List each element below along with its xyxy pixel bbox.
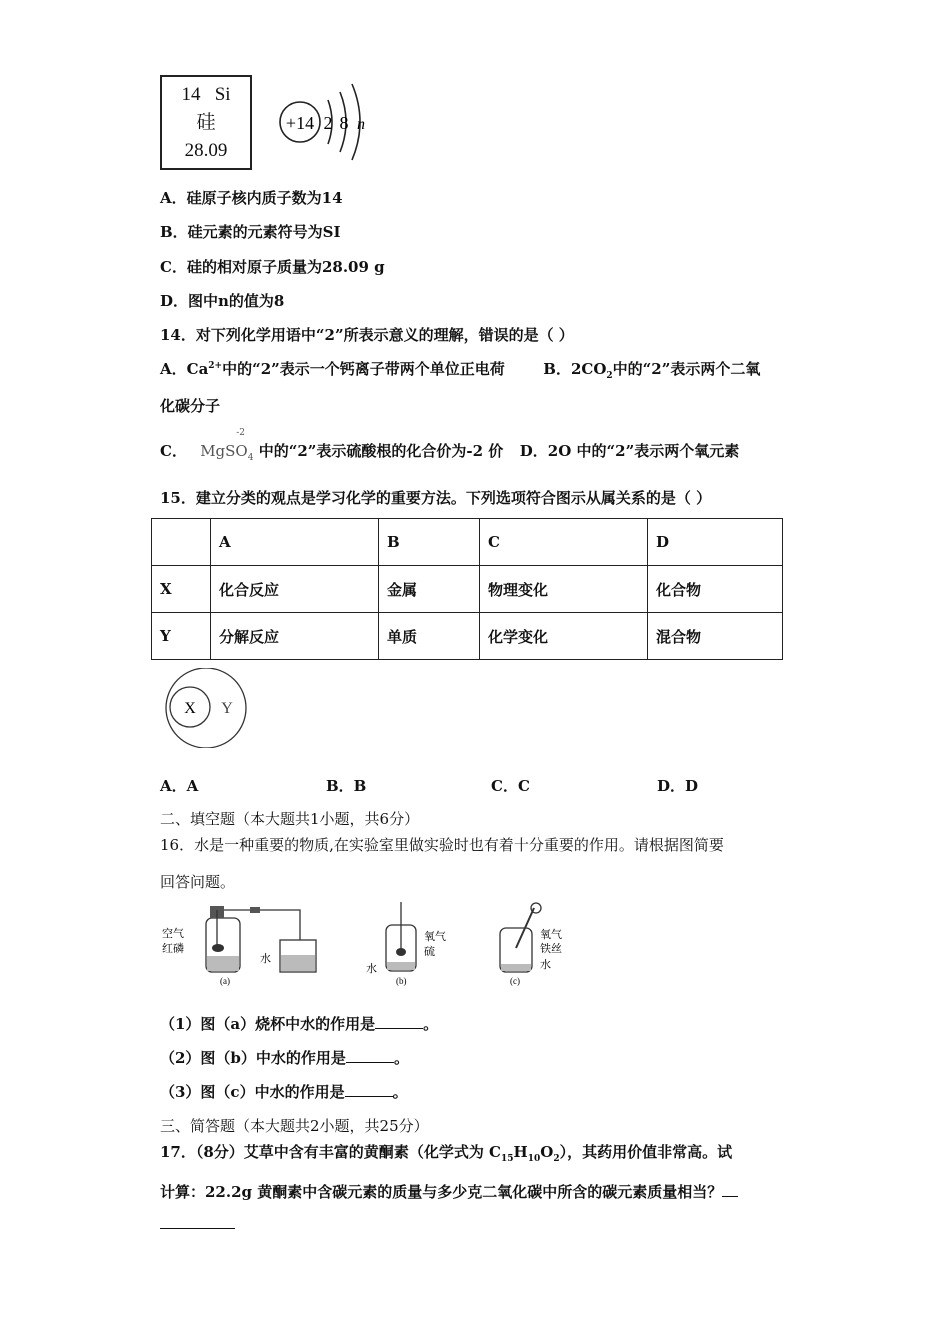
- q14-c-prefix: C．: [160, 442, 187, 460]
- table-cell: 金属: [379, 566, 480, 613]
- fig-c-label-oxygen: 氧气: [540, 929, 562, 941]
- q17-line1: [160, 1141, 732, 1164]
- figure-a-phosphorus-apparatus: [162, 906, 316, 986]
- q16-sub3-text: （3）图（c）中水的作用是: [160, 1083, 345, 1101]
- q16-sub1-end: 。: [423, 1015, 439, 1033]
- table-cell: A: [211, 519, 379, 566]
- q17-c-sub: 15: [500, 1154, 514, 1164]
- fig-c-caption: (c): [510, 976, 520, 986]
- answer-blank-start[interactable]: [722, 1182, 738, 1197]
- q16-sub2: [160, 1047, 409, 1068]
- q17-o: O: [540, 1143, 554, 1161]
- table-row: [152, 613, 783, 660]
- section-3-heading: 三、简答题（本大题共2小题，共25分）: [160, 1117, 429, 1135]
- answer-blank[interactable]: [346, 1048, 394, 1063]
- element-name: 硅: [196, 112, 216, 133]
- figure-c-iron-apparatus: [500, 903, 562, 986]
- q16-apparatus-figure: [160, 900, 580, 992]
- q16-sub2-end: 。: [393, 1049, 409, 1067]
- q14-a-text: 中的“2”表示一个钙离子带两个单位正电荷: [222, 360, 505, 378]
- fig-a-label-water: 水: [260, 953, 271, 965]
- q13-option-a: A．硅原子核内质子数为14: [160, 189, 343, 207]
- q16-stem-line1: 16．水是一种重要的物质,在实验室里做实验时也有着十分重要的作用。请根据图简要: [160, 836, 724, 854]
- element-symbol: Si: [214, 84, 231, 105]
- shell-2-count: 8: [339, 113, 349, 133]
- table-cell: 化学变化: [480, 613, 648, 660]
- q15-classification-table: [151, 518, 783, 660]
- fig-b-caption: (b): [396, 976, 407, 986]
- q17-h: H: [513, 1143, 528, 1161]
- fig-a-label-phosphorus: 红磷: [162, 943, 184, 955]
- answer-blank-continuation[interactable]: [160, 1228, 235, 1229]
- table-cell: 物理变化: [480, 566, 648, 613]
- q13-option-d: D．图中n的值为8: [160, 292, 285, 310]
- q15-stem: 15．建立分类的观点是学习化学的重要方法。下列选项符合图示从属关系的是（ ）: [160, 489, 712, 507]
- table-cell: 化合物: [648, 566, 783, 613]
- venn-inner-label: X: [184, 700, 196, 717]
- q16-sub3-end: 。: [392, 1083, 408, 1101]
- q14-option-cd: [160, 428, 740, 463]
- venn-diagram: [163, 668, 253, 748]
- q14-option-b-cont: 化碳分子: [160, 397, 221, 415]
- q14-b-sub: 2: [606, 371, 613, 381]
- q16-sub1-text: （1）图（a）烧杯中水的作用是: [160, 1015, 376, 1033]
- q13-option-c: C．硅的相对原子质量为28.09 g: [160, 258, 385, 276]
- q14-b-text: 中的“2”表示两个二氧: [612, 360, 761, 378]
- table-cell: 分解反应: [211, 613, 379, 660]
- table-cell: 化合反应: [211, 566, 379, 613]
- q14-c-sub: 4: [247, 453, 254, 463]
- q15-option-d: D．D: [657, 777, 699, 795]
- q14-option-ab: [160, 358, 760, 381]
- fig-a-caption: (a): [220, 976, 230, 986]
- q16-sub2-text: （2）图（b）中水的作用是: [160, 1049, 346, 1067]
- q14-b-prefix: B．2CO: [543, 360, 607, 378]
- q14-a-sup: 2+: [208, 361, 223, 371]
- q15-option-b: B．B: [326, 777, 367, 795]
- table-cell: 单质: [379, 613, 480, 660]
- q17-o-sub: 2: [553, 1154, 560, 1164]
- figure-b-sulfur-apparatus: [366, 902, 446, 986]
- section-2-heading: 二、填空题（本大题共1小题，共6分）: [160, 810, 420, 828]
- q14-c-overline: -2: [236, 428, 245, 438]
- q15-option-a: A．A: [160, 777, 199, 795]
- q14-d-text: D．2O 中的“2”表示两个氧元素: [519, 442, 740, 460]
- table-cell: C: [480, 519, 648, 566]
- q17-line2-text: 计算：22.2g 黄酮素中含碳元素的质量与多少克二氧化碳中所含的碳元素质量相当？: [160, 1183, 723, 1201]
- fig-b-label-sulfur: 硫: [424, 946, 435, 958]
- table-cell: X: [152, 566, 211, 613]
- q13-option-b: B．硅元素的元素符号为SI: [160, 223, 341, 241]
- table-cell: D: [648, 519, 783, 566]
- table-cell: Y: [152, 613, 211, 660]
- fig-a-label-air: 空气: [162, 928, 184, 940]
- q14-a-prefix: A．Ca: [160, 360, 209, 378]
- atomic-number: 14: [181, 84, 201, 105]
- q16-sub1: [160, 1013, 438, 1034]
- element-card-silicon: [160, 75, 252, 170]
- q17-h-sub: 10: [527, 1154, 541, 1164]
- q16-sub3: [160, 1081, 408, 1102]
- table-row: [152, 566, 783, 613]
- q17-line1-start: 17．（8分）艾草中含有丰富的黄酮素（化学式为 C: [160, 1143, 501, 1161]
- venn-outer-label: Y: [221, 700, 233, 717]
- q17-line2: [160, 1181, 738, 1202]
- q14-c-text: 中的“2”表示硫酸根的化合价为-2 价: [258, 442, 504, 460]
- fig-c-label-iron-wire: 铁丝: [540, 943, 562, 955]
- q14-c-formula: MgSO: [200, 442, 248, 460]
- nucleus-charge: +14: [285, 113, 315, 133]
- answer-blank[interactable]: [375, 1014, 423, 1029]
- fig-b-label-oxygen: 氧气: [424, 931, 446, 943]
- shell-1-count: 2: [323, 113, 333, 133]
- q16-stem-line2: 回答问题。: [160, 873, 236, 891]
- atomic-mass: 28.09: [184, 140, 228, 161]
- table-cell: [152, 519, 211, 566]
- q14-stem: 14．对下列化学用语中“2”所表示意义的理解，错误的是（ ）: [160, 326, 574, 344]
- table-cell: 混合物: [648, 613, 783, 660]
- table-cell: B: [379, 519, 480, 566]
- q17-line1-end: ），其药用价值非常高。试: [559, 1143, 733, 1161]
- answer-blank[interactable]: [345, 1082, 393, 1097]
- table-header-row: [152, 519, 783, 566]
- fig-b-label-water: 水: [366, 963, 377, 975]
- fig-c-label-water: 水: [540, 959, 551, 971]
- atom-structure-diagram: [278, 82, 373, 167]
- shell-3-count: n: [357, 116, 365, 133]
- q15-option-c: C．C: [491, 777, 530, 795]
